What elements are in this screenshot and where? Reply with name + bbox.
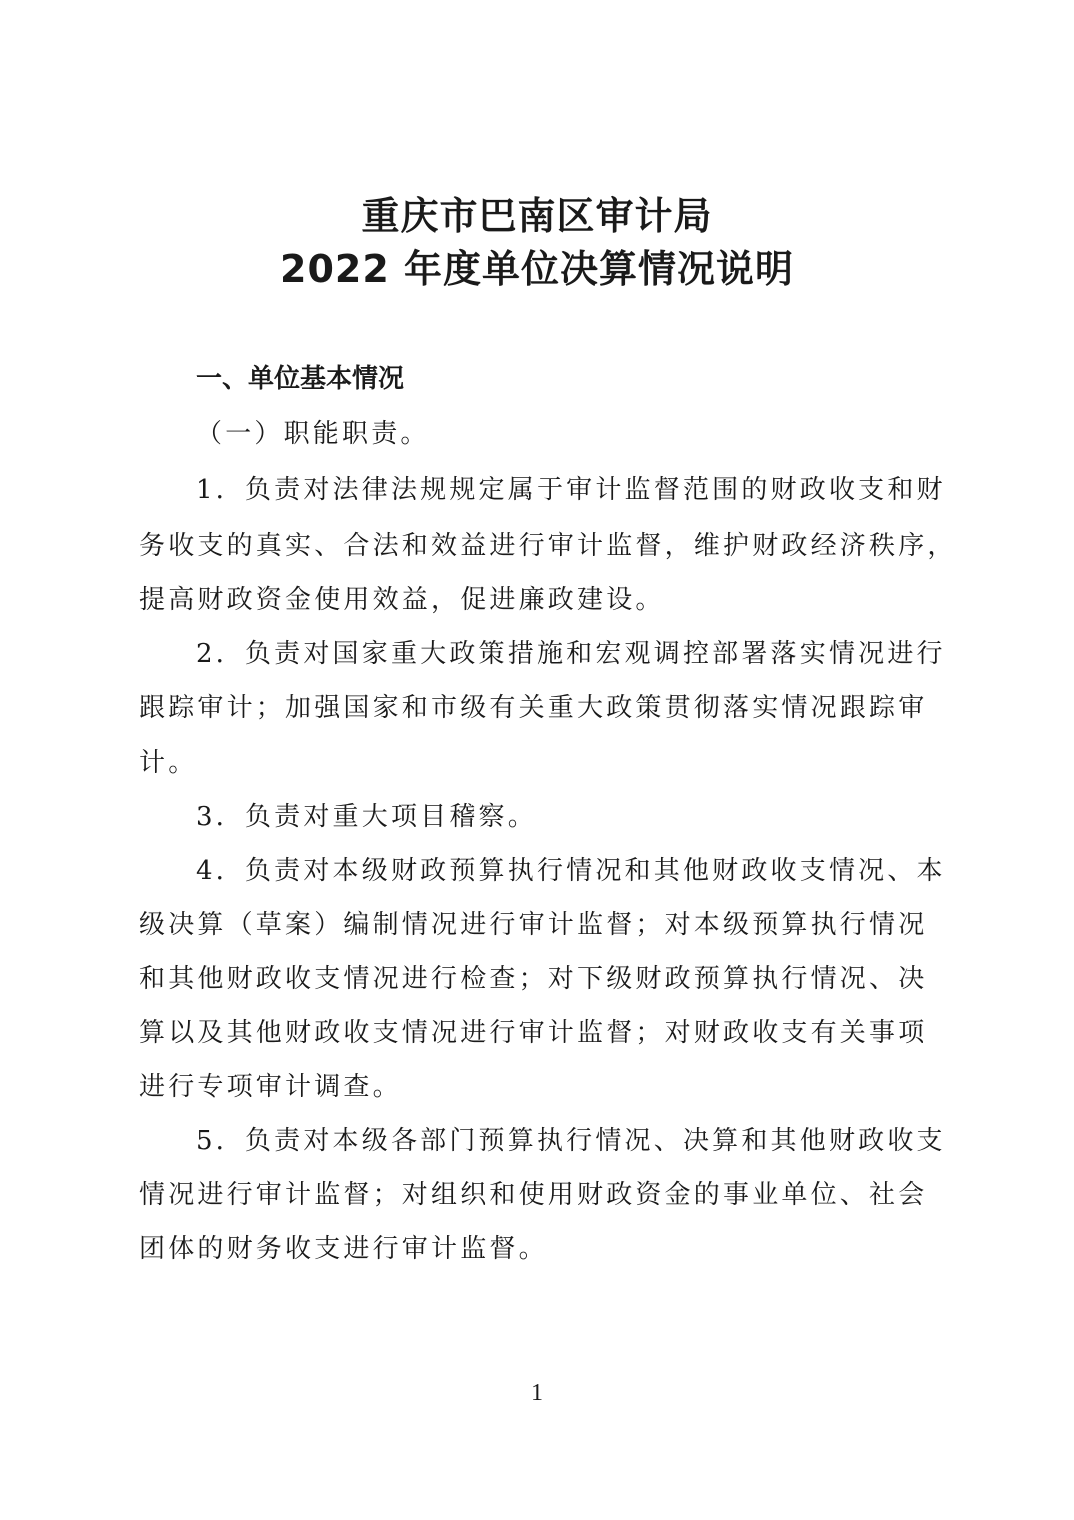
paragraph-line: 情况进行审计监督；对组织和使用财政资金的事业单位、社会	[139, 1180, 928, 1210]
paragraph-line: 1．负责对法律法规规定属于审计监督范围的财政收支和财	[196, 475, 946, 505]
paragraph-line: 算以及其他财政收支情况进行审计监督；对财政收支有关事项	[139, 1018, 928, 1048]
section-heading: 一、单位基本情况	[196, 364, 405, 394]
paragraph-line: 计。	[139, 748, 198, 778]
paragraph-line: 4．负责对本级财政预算执行情况和其他财政收支情况、本	[196, 856, 946, 886]
paragraph-line: 2．负责对国家重大政策措施和宏观调控部署落实情况进行	[196, 639, 946, 669]
paragraph-line: 3．负责对重大项目稽察。	[196, 802, 537, 832]
paragraph-line: 进行专项审计调查。	[139, 1072, 402, 1102]
paragraph-line: 提高财政资金使用效益，促进廉政建设。	[139, 585, 665, 615]
subsection-heading: （一）职能职责。	[196, 419, 430, 449]
paragraph-line: 级决算（草案）编制情况进行审计监督；对本级预算执行情况	[139, 910, 928, 940]
document-title-line-1: 重庆市巴南区审计局	[361, 194, 713, 238]
paragraph-line: 5．负责对本级各部门预算执行情况、决算和其他财政收支	[196, 1126, 946, 1156]
paragraph-line: 团体的财务收支进行审计监督。	[139, 1234, 548, 1264]
paragraph-line: 和其他财政收支情况进行检查；对下级财政预算执行情况、决	[139, 964, 928, 994]
page-number: 1	[531, 1380, 543, 1406]
paragraph-line: 跟踪审计；加强国家和市级有关重大政策贯彻落实情况跟踪审	[139, 693, 928, 723]
paragraph-line: 务收支的真实、合法和效益进行审计监督，维护财政经济秩序，	[139, 531, 957, 561]
document-title-line-2: 2022 年度单位决算情况说明	[280, 247, 794, 291]
